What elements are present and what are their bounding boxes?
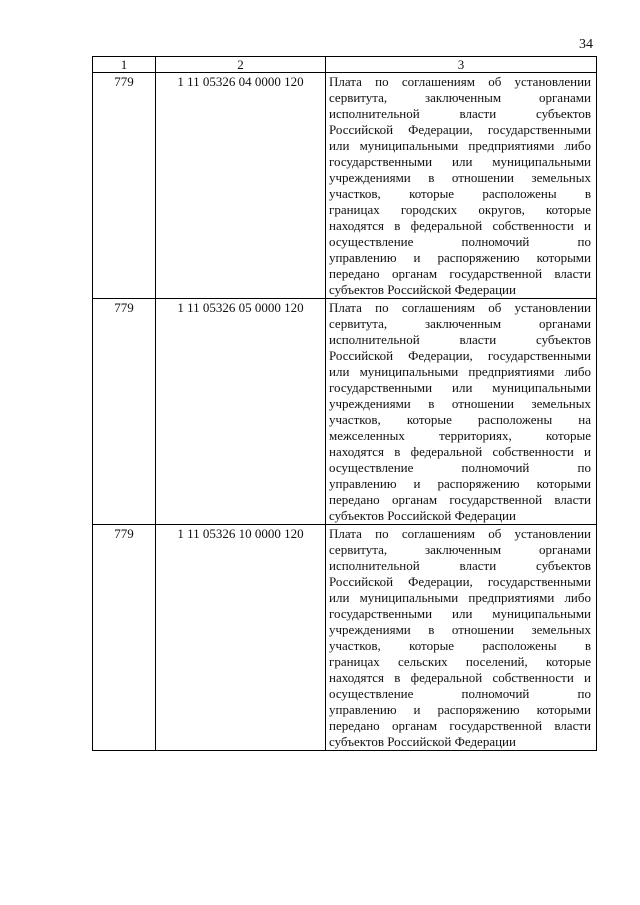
header-col-1: 1: [93, 57, 156, 73]
header-col-3: 3: [326, 57, 597, 73]
admin-code-cell: 779: [93, 73, 156, 299]
budget-classification-code-cell: 1 11 05326 05 0000 120: [156, 299, 326, 525]
table-header-row: [93, 57, 597, 73]
budget-classification-code-cell: 1 11 05326 04 0000 120: [156, 73, 326, 299]
description-line: передано органам государственной власти: [329, 492, 591, 507]
description-line: осуществление полномочий по: [329, 234, 591, 249]
admin-code-cell: 779: [93, 299, 156, 525]
description-line: исполнительной власти субъектов: [329, 332, 591, 347]
description-line: или муниципальными предприятиями либо: [329, 138, 591, 153]
description-line: государственными или муниципальными: [329, 606, 591, 621]
budget-codes-table: [92, 56, 597, 751]
description-line: осуществление полномочий по: [329, 686, 591, 701]
table-row: [93, 299, 597, 525]
description-line: субъектов Российской Федерации: [329, 734, 516, 749]
revenue-description-cell: [326, 525, 597, 751]
description-line: управлению и распоряжению которыми: [329, 702, 591, 717]
description-line: передано органам государственной власти: [329, 266, 591, 281]
description-line: осуществление полномочий по: [329, 460, 591, 475]
header-col-2: 2: [156, 57, 326, 73]
description-line: границах городских округов, которые: [329, 202, 591, 217]
description-line: государственными или муниципальными: [329, 380, 591, 395]
description-line: управлению и распоряжению которыми: [329, 476, 591, 491]
table-row: [93, 73, 597, 299]
description-line: находятся в федеральной собственности и: [329, 444, 591, 459]
description-line: Российской Федерации, государственными: [329, 122, 591, 137]
description-line: сервитута, заключенным органами: [329, 90, 591, 105]
description-line: передано органам государственной власти: [329, 718, 591, 733]
page-number: 34: [579, 37, 593, 52]
description-line: сервитута, заключенным органами: [329, 316, 591, 331]
description-line: участков, которые расположены в: [329, 638, 591, 653]
description-line: или муниципальными предприятиями либо: [329, 364, 591, 379]
description-line: исполнительной власти субъектов: [329, 558, 591, 573]
description-line: Плата по соглашениям об установлении: [329, 74, 591, 89]
description-line: участков, которые расположены на: [329, 412, 591, 427]
description-line: сервитута, заключенным органами: [329, 542, 591, 557]
description-line: Плата по соглашениям об установлении: [329, 526, 591, 541]
description-line: Плата по соглашениям об установлении: [329, 300, 591, 315]
table-row: [93, 525, 597, 751]
table-body: [93, 73, 597, 751]
description-line: участков, которые расположены в: [329, 186, 591, 201]
description-line: учреждениями в отношении земельных: [329, 170, 591, 185]
description-line: субъектов Российской Федерации: [329, 508, 516, 523]
description-line: Российской Федерации, государственными: [329, 574, 591, 589]
admin-code-cell: 779: [93, 525, 156, 751]
description-line: границах сельских поселений, которые: [329, 654, 591, 669]
revenue-description-cell: [326, 73, 597, 299]
description-line: находятся в федеральной собственности и: [329, 670, 591, 685]
description-line: управлению и распоряжению которыми: [329, 250, 591, 265]
description-line: исполнительной власти субъектов: [329, 106, 591, 121]
description-line: субъектов Российской Федерации: [329, 282, 516, 297]
description-line: учреждениями в отношении земельных: [329, 396, 591, 411]
description-line: Российской Федерации, государственными: [329, 348, 591, 363]
description-line: межселенных территориях, которые: [329, 428, 591, 443]
budget-classification-code-cell: 1 11 05326 10 0000 120: [156, 525, 326, 751]
revenue-description-cell: [326, 299, 597, 525]
description-line: находятся в федеральной собственности и: [329, 218, 591, 233]
description-line: учреждениями в отношении земельных: [329, 622, 591, 637]
description-line: государственными или муниципальными: [329, 154, 591, 169]
description-line: или муниципальными предприятиями либо: [329, 590, 591, 605]
